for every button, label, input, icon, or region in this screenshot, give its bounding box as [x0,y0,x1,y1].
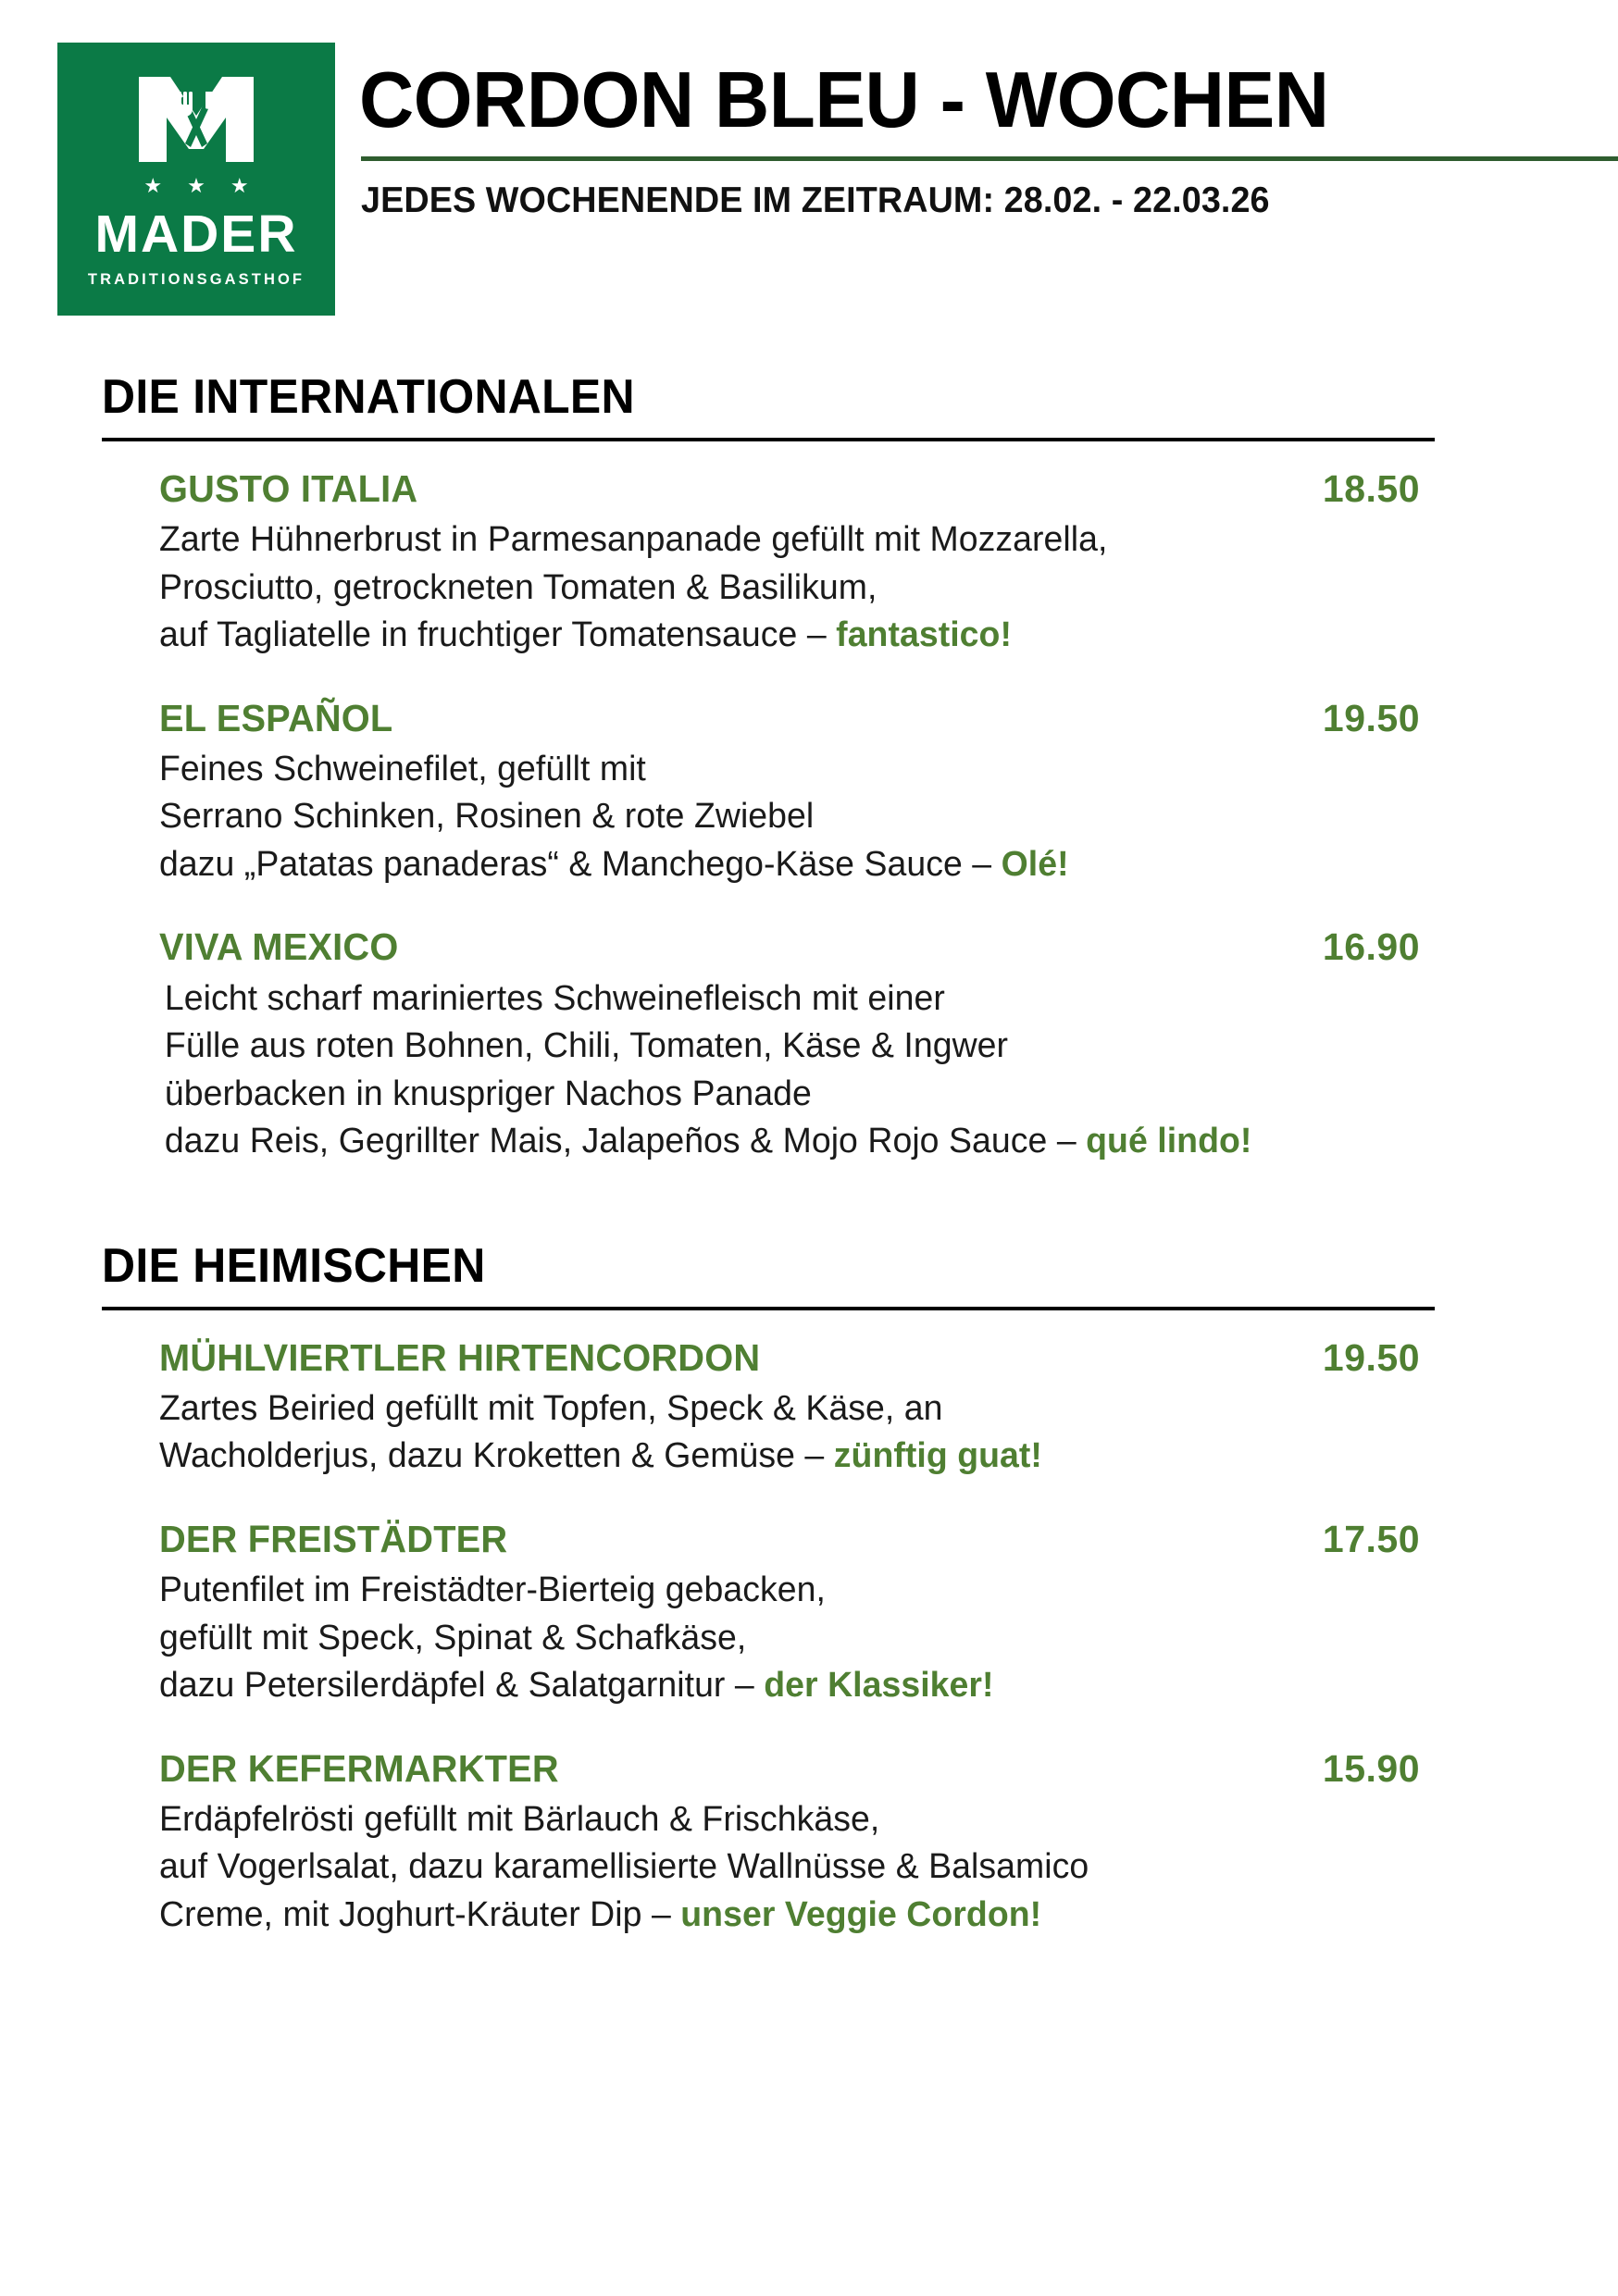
menu-section [0,1238,1618,1940]
page-header [0,0,1618,316]
description-line [159,1433,1596,1480]
description-line [159,1118,1596,1165]
description-text: auf Vogerlsalat, dazu karamellisierte Wallnüsse & Balsamico [159,1847,1089,1887]
section-title: DIE INTERNATIONALEN [102,370,635,424]
dish-item [159,465,1618,660]
dish-header [159,1516,1420,1563]
description-text: Putenfilet im Freistädter-Bierteig gebacken, [159,1570,826,1610]
page-title: CORDON BLEU - WOCHEN [359,56,1329,144]
dish-name: EL ESPAÑOL [159,696,393,739]
m-monogram-fork-knife-icon [137,75,255,164]
description-line [159,565,1596,612]
dish-description [159,1385,1618,1481]
dish-price: 15.90 [1322,1746,1420,1790]
description-text: Serrano Schinken, Rosinen & rote Zwiebel [159,797,815,837]
title-divider [361,156,1618,161]
description-text: Creme, mit Joghurt-Kräuter Dip – [159,1894,681,1934]
header-text-block [335,43,1618,221]
dish-tagline: der Klassiker! [764,1666,994,1706]
description-line [159,1385,1596,1433]
dish-price: 16.90 [1322,925,1420,969]
description-line [159,1071,1596,1118]
description-text: auf Tagliatelle in fruchtiger Tomatensauce – [159,615,837,655]
dish-tagline: zünftig guat! [833,1436,1042,1476]
dish-tagline: fantastico! [836,615,1012,655]
section-title: DIE HEIMISCHEN [102,1238,486,1293]
dish-header [159,465,1420,513]
dish-name: DER FREISTÄDTER [159,1517,508,1560]
dish-name: MÜHLVIERTLER HIRTENCORDON [159,1335,761,1379]
dish-tagline: qué lindo! [1086,1122,1252,1161]
dish-description [159,746,1618,888]
dish-description [159,1796,1618,1939]
description-text: Erdäpfelrösti gefüllt mit Bärlauch & Frischkäse, [159,1799,880,1839]
dish-name: DER KEFERMARKTER [159,1746,559,1790]
description-text: Leicht scharf mariniertes Schweinefleisch mit einer [164,978,945,1018]
description-line [159,1892,1596,1939]
description-line [159,516,1596,564]
dish-item [159,924,1618,1165]
dish-list [102,441,1618,1166]
dish-description [159,516,1618,659]
description-text: gefüllt mit Speck, Spinat & Schafkäse, [159,1618,747,1657]
description-text: Wacholderjus, dazu Kroketten & Gemüse – [159,1436,834,1476]
dish-price: 17.50 [1322,1517,1420,1560]
description-line [159,1023,1596,1070]
description-line [159,1615,1596,1662]
description-text: Fülle aus roten Bohnen, Chili, Tomaten, Käse & Ingwer [164,1026,1009,1066]
logo-stars: ★ ★ ★ [143,175,258,198]
dish-tagline: Olé! [1001,844,1069,884]
description-line [159,746,1596,793]
description-text: Prosciutto, getrockneten Tomaten & Basilikum, [159,567,877,607]
description-text: Zarte Hühnerbrust in Parmesanpanade gefüllt mit Mozzarella, [159,520,1108,560]
dish-header [159,1745,1420,1793]
dish-header [159,695,1420,742]
description-text: überbacken in knuspriger Nachos Panade [164,1074,812,1113]
dish-price: 19.50 [1322,696,1420,739]
dish-item [159,1745,1618,1940]
description-line [159,841,1596,888]
menu-sections [0,370,1618,1939]
description-text: Feines Schweinefilet, gefüllt mit [159,749,646,788]
dish-header [159,924,1420,971]
dish-description [159,1567,1618,1709]
description-line [159,612,1596,659]
dish-item [159,1334,1618,1481]
description-text: Zartes Beiried gefüllt mit Topfen, Speck & Käse, an [159,1388,943,1428]
description-line [159,975,1596,1023]
dish-description [159,975,1618,1166]
dish-item [159,695,1618,889]
menu-section [0,370,1618,1166]
description-text: dazu Reis, Gegrillter Mais, Jalapeños & Mojo Rojo Sauce – [164,1122,1087,1161]
dish-list [102,1310,1618,1940]
logo-wordmark: MADER [94,205,298,264]
description-line [159,1567,1596,1614]
dish-header [159,1334,1420,1382]
page-subtitle: JEDES WOCHENENDE IM ZEITRAUM: 28.02. - 22.03.26 [361,180,1270,220]
mader-logo [57,43,335,316]
dish-price: 19.50 [1322,1335,1420,1379]
description-text: dazu Petersilerdäpfel & Salatgarnitur – [159,1666,765,1706]
dish-price: 18.50 [1322,467,1420,510]
description-line [159,793,1596,840]
description-line [159,1796,1596,1843]
dish-name: GUSTO ITALIA [159,467,418,510]
description-line [159,1662,1596,1709]
description-text: dazu „Patatas panaderas“ & Manchego-Käse Sauce – [159,844,1002,884]
dish-name: VIVA MEXICO [159,925,399,969]
logo-tagline: TRADITIONSGASTHOF [87,271,305,288]
description-line [159,1843,1596,1891]
dish-item [159,1516,1618,1710]
dish-tagline: unser Veggie Cordon! [680,1894,1042,1934]
